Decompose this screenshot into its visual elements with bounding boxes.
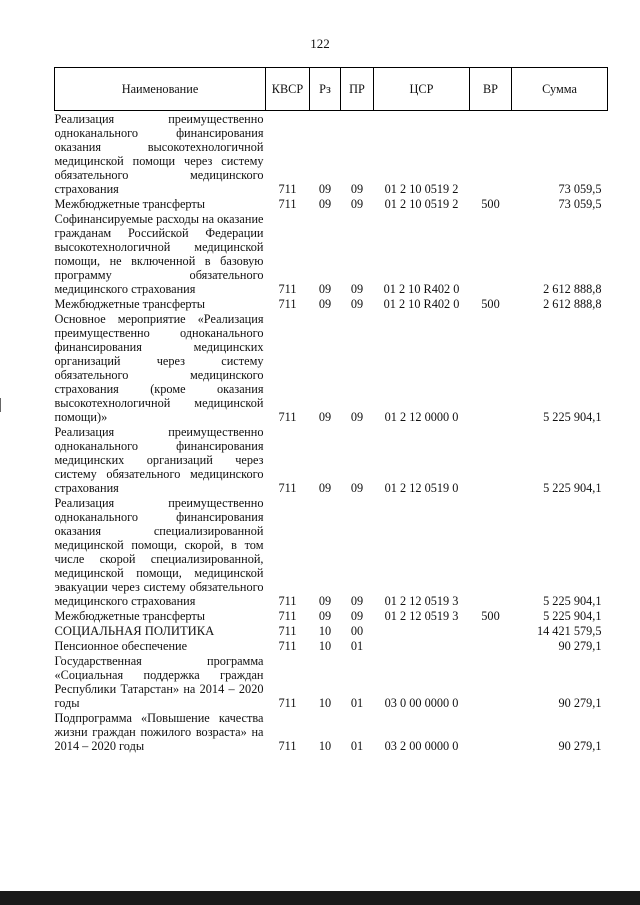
table-row: [55, 653, 608, 710]
row-rz: 10: [318, 696, 332, 710]
row-name: Основное мероприятие «Реализация преимущественно одноканального финансирования медицинских организаций через систему обязательного медицинского страхования (кроме оказания высокотехнологичной медицинской помощи)»: [54, 312, 264, 424]
row-vr: [470, 623, 512, 638]
row-csr: 01 2 10 R402 0: [383, 282, 460, 296]
row-rz: 10: [318, 739, 332, 753]
row-vr: [470, 111, 512, 197]
row-kvsr: 711: [278, 696, 297, 710]
row-vr: 500: [481, 609, 500, 623]
row-name: Межбюджетные трансферты: [54, 609, 206, 623]
row-name: Межбюджетные трансферты: [54, 297, 206, 311]
row-sum: 2 612 888,8: [543, 297, 602, 311]
row-kvsr: 711: [278, 739, 297, 753]
scan-bottom-bar: [0, 891, 640, 905]
header-pr: ПР: [341, 68, 374, 111]
row-vr: [470, 653, 512, 710]
row-kvsr: 711: [278, 297, 297, 311]
row-pr: 09: [350, 182, 364, 196]
row-pr: 09: [350, 594, 364, 608]
row-name: Реализация преимущественно одноканального финансирования оказания высокотехнологичной медицинской помощи через систему обязательного медицинского страхования: [54, 112, 264, 196]
row-csr: [374, 638, 470, 653]
row-rz: 10: [318, 639, 332, 653]
row-vr: 500: [481, 297, 500, 311]
row-csr: 01 2 12 0000 0: [384, 410, 459, 424]
row-pr: 01: [350, 739, 364, 753]
row-kvsr: 711: [278, 594, 297, 608]
table-row: [55, 296, 608, 311]
row-vr: [470, 311, 512, 424]
row-pr: 09: [350, 282, 364, 296]
row-name: Государственная программа «Социальная поддержка граждан Республики Татарстан» на 2014 – 2020 годы: [54, 654, 264, 710]
row-csr: [374, 623, 470, 638]
table-row: [55, 196, 608, 211]
table-row: [55, 111, 608, 197]
table-row-section: [55, 623, 608, 638]
row-vr: [470, 710, 512, 753]
row-rz: 10: [318, 624, 332, 638]
row-vr: [470, 495, 512, 608]
row-sum: 14 421 579,5: [536, 624, 602, 638]
table-row: [55, 211, 608, 296]
row-pr: 09: [350, 410, 364, 424]
row-vr: [470, 424, 512, 495]
row-name: Софинансируемые расходы на оказание гражданам Российской Федерации высокотехнологичной медицинской помощи, не включенной в базовую программу обязательного медицинского страхования: [54, 212, 264, 296]
row-rz: 09: [318, 609, 332, 623]
row-sum: 5 225 904,1: [543, 594, 602, 608]
row-csr: 01 2 10 0519 2: [384, 182, 459, 196]
row-name: Межбюджетные трансферты: [54, 197, 206, 211]
header-kvsr: КВСР: [266, 68, 310, 111]
row-name: Реализация преимущественно одноканального финансирования медицинских организаций через систему обязательного медицинского страхования: [54, 425, 264, 495]
table-header-row: [55, 68, 608, 111]
row-kvsr: 711: [278, 197, 297, 211]
row-name: СОЦИАЛЬНАЯ ПОЛИТИКА: [54, 624, 215, 638]
row-vr: [470, 211, 512, 296]
row-pr: 01: [350, 639, 364, 653]
row-rz: 09: [318, 297, 332, 311]
row-rz: 09: [318, 410, 332, 424]
row-kvsr: 711: [278, 624, 297, 638]
table-row: [55, 710, 608, 753]
row-csr: 01 2 10 R402 0: [383, 297, 460, 311]
row-csr: 03 2 00 0000 0: [384, 739, 459, 753]
row-pr: 09: [350, 609, 364, 623]
table-row: [55, 638, 608, 653]
row-csr: 01 2 12 0519 0: [384, 481, 459, 495]
row-kvsr: 711: [278, 282, 297, 296]
row-sum: 90 279,1: [558, 696, 602, 710]
page-number: 122: [310, 36, 330, 51]
table-row: [55, 495, 608, 608]
row-vr: [470, 638, 512, 653]
row-rz: 09: [318, 481, 332, 495]
table-row: [55, 608, 608, 623]
row-vr: 500: [481, 197, 500, 211]
row-sum: 5 225 904,1: [543, 481, 602, 495]
row-kvsr: 711: [278, 639, 297, 653]
row-pr: 01: [350, 696, 364, 710]
header-vr: ВР: [470, 68, 512, 111]
header-name: Наименование: [55, 68, 266, 111]
row-rz: 09: [318, 182, 332, 196]
row-kvsr: 711: [278, 481, 297, 495]
row-sum: 2 612 888,8: [543, 282, 602, 296]
row-rz: 09: [318, 594, 332, 608]
row-sum: 5 225 904,1: [543, 609, 602, 623]
table-row: [55, 424, 608, 495]
row-csr: 03 0 00 0000 0: [384, 696, 459, 710]
budget-table: [54, 67, 608, 753]
row-sum: 73 059,5: [558, 182, 602, 196]
row-pr: 09: [350, 481, 364, 495]
table-row: [55, 311, 608, 424]
row-kvsr: 711: [278, 609, 297, 623]
row-csr: 01 2 12 0519 3: [384, 594, 459, 608]
row-kvsr: 711: [278, 410, 297, 424]
row-sum: 73 059,5: [558, 197, 602, 211]
row-sum: 90 279,1: [558, 739, 602, 753]
row-pr: 09: [350, 197, 364, 211]
row-name: Пенсионное обеспечение: [54, 639, 188, 653]
row-sum: 90 279,1: [558, 639, 602, 653]
header-sum: Сумма: [512, 68, 608, 111]
row-name: Подпрограмма «Повышение качества жизни граждан пожилого возраста» на 2014 – 2020 годы: [54, 711, 264, 753]
row-rz: 09: [318, 197, 332, 211]
row-csr: 01 2 12 0519 3: [384, 609, 459, 623]
header-csr: ЦСР: [374, 68, 470, 111]
row-pr: 00: [350, 624, 364, 638]
row-csr: 01 2 10 0519 2: [384, 197, 459, 211]
row-pr: 09: [350, 297, 364, 311]
header-rz: Рз: [310, 68, 341, 111]
scan-edge-mark: [0, 398, 1, 412]
row-kvsr: 711: [278, 182, 297, 196]
row-name: Реализация преимущественно одноканального финансирования оказания специализированной медицинской помощи, скорой, в том числе скорой специализированной, медицинской помощи, медицинской эвакуации через систему обязательного медицинского страхования: [54, 496, 264, 608]
row-rz: 09: [318, 282, 332, 296]
row-sum: 5 225 904,1: [543, 410, 602, 424]
